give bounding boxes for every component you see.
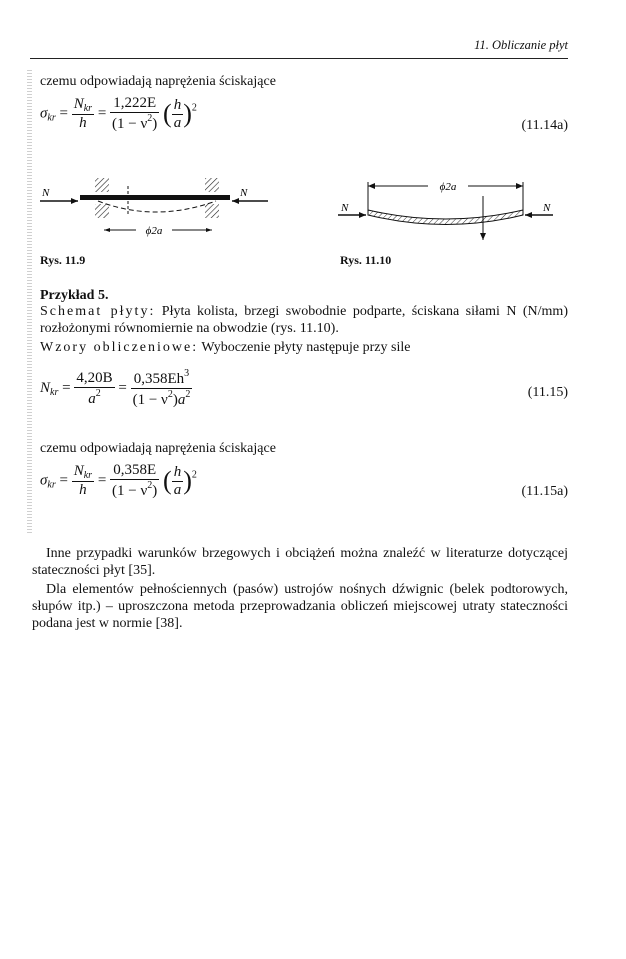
buckled-shape [98, 201, 216, 212]
plate-section [80, 195, 230, 200]
scan-margin-artifact [27, 70, 32, 535]
figure-11-9-diagram [40, 168, 270, 243]
example-formulas: Wzory obliczeniowe: Wyboczenie płyty następuje przy sile [40, 340, 411, 355]
equation-11-15a: $\sigma_{kr}$ = $\frac{N_{kr}}{h}$ = $\frac{0,358E}{(1 - \nu^2)}$ ( $\frac{h}{a}$ )$^2$ [40, 462, 197, 499]
figure-11-10-diagram [338, 178, 568, 243]
header-rule [30, 58, 568, 59]
equation-number-11-15: (11.15) [527, 385, 568, 400]
paragraph-crane-elements: Dla elementów pełnościennych (pasów) ustrojów nośnych dźwignic (belek podtorowych, słupów itp.) – uproszczona metoda przeprowadzania obliczeń miejscowej utraty stateczności podana jest w normie [38]. [32, 582, 568, 631]
caption-fig-11-10: Rys. 11.10 [340, 253, 392, 267]
support-bottom-right [205, 204, 219, 218]
dimension-label: ϕ2a [145, 225, 163, 237]
fraction-b-over-a2: $\frac{4,20B}{a^2}$ [76, 369, 113, 407]
force-label-right-11-10: N [543, 202, 551, 214]
equation-number-11-15a: (11.15a) [521, 484, 568, 499]
force-label-left-11-10: N [341, 202, 349, 214]
example-schema: Schemat płyty: Płyta kolista, brzegi swobodnie podparte, ściskana siłami N (N/mm) rozłożonymi równomiernie na obwodzie (rys. 11.10). [40, 304, 568, 336]
paragraph-boundary-conditions: Inne przypadki warunków brzegowych i obciążeń można znaleźć w literaturze dotyczącej stateczności płyt [35]. [32, 546, 568, 578]
support-top-left [95, 178, 109, 192]
fraction-coefficient: $\frac{1,222E}{(1 - \nu^2)}$ [112, 95, 158, 132]
sigma-symbol: σ [40, 105, 48, 122]
support-top-right [205, 178, 219, 192]
paragraph-intro-1: czemu odpowiadają naprężenia ściskające [40, 74, 276, 89]
force-label-left: N [42, 187, 50, 199]
running-header: 11. Obliczanie płyt [474, 38, 568, 52]
equation-11-15: $N_{kr}$ = $\frac{4,20B}{a^2}$ = $\frac{0,358Eh^3}{(1 - \nu^2)a^2}$ [40, 368, 191, 408]
circular-plate-deflected [368, 210, 523, 225]
fraction-eh3: $\frac{0,358Eh^3}{(1 - \nu^2)a^2}$ [132, 368, 191, 408]
example-title: Przykład 5. [40, 288, 109, 303]
caption-fig-11-9: Rys. 11.9 [40, 253, 86, 267]
support-bottom-left [95, 204, 109, 218]
equation-11-14a: $\sigma_{kr}$ = $\frac{N_{kr}}{h}$ = $\frac{1,222E}{(1 - \nu^2)}$ ( $\frac{h}{a}$ )$^2$ [40, 95, 197, 132]
paragraph-intro-2: czemu odpowiadają naprężenia ściskające [40, 441, 276, 456]
equation-number-11-14a: (11.14a) [521, 118, 568, 133]
dimension-label-11-10: ϕ2a [439, 181, 457, 193]
force-label-right: N [240, 187, 248, 199]
fraction-n-over-h: $\frac{N_{kr}}{h}$ [73, 96, 93, 131]
